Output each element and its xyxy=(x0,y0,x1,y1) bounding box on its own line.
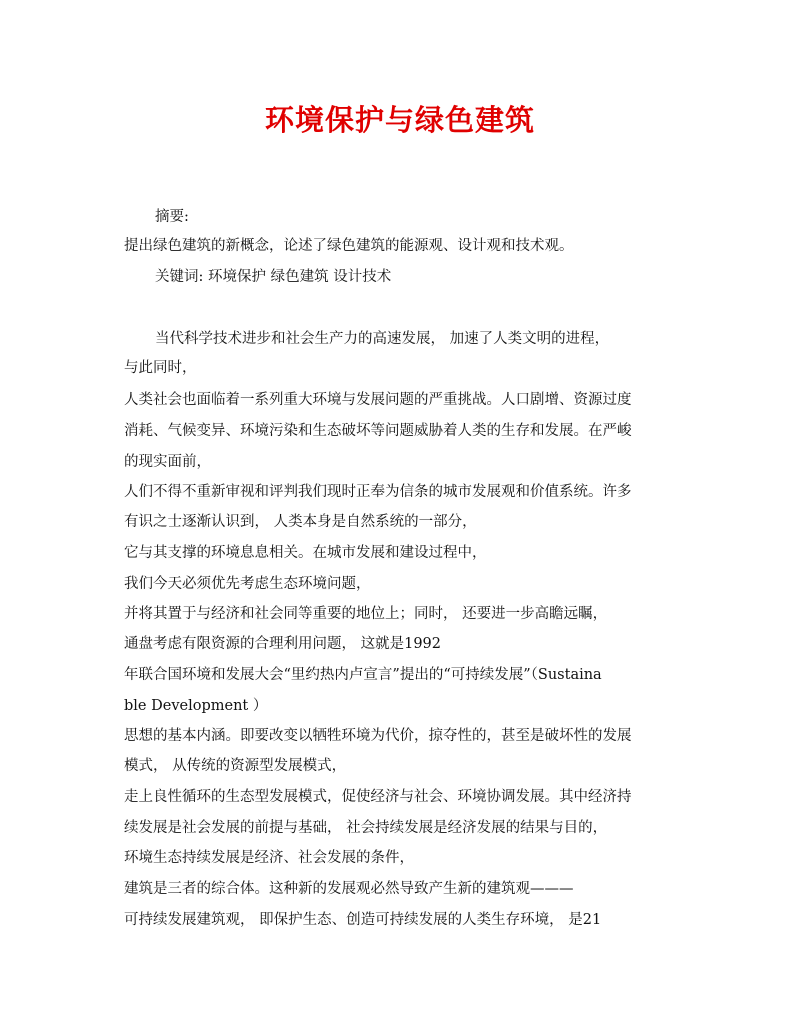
body-line: 有识之士逐渐认识到， 人类本身是自然系统的一部分， xyxy=(124,514,477,530)
body-line: 消耗、气候变异、环境污染和生态破坏等问题威胁着人类的生存和发展。在严峻 xyxy=(124,423,632,439)
abstract-text: 提出绿色建筑的新概念，论述了绿色建筑的能源观、设计观和技术观。 xyxy=(124,238,574,254)
body-line: 环境生态持续发展是经济、社会发展的条件， xyxy=(124,850,414,866)
body-line: 思想的基本内涵。即要改变以牺牲环境为代价，掠夺性的，甚至是破坏性的发展 xyxy=(124,728,632,744)
body-line: 的现实面前， xyxy=(124,454,211,470)
body-line: 与此同时， xyxy=(124,360,197,376)
body-line: 走上良性循环的生态型发展模式，促使经济与社会、环境协调发展。其中经济持 xyxy=(124,789,632,805)
body-line: 可持续发展建筑观， 即保护生态、创造可持续发展的人类生存环境， 是21 xyxy=(124,912,602,928)
body-line: 当代科学技术进步和社会生产力的高速发展， 加速了人类文明的进程， xyxy=(155,331,610,347)
body-line: 年联合国环境和发展大会“里约热内卢宣言”提出的“可持续发展”（Sustaina xyxy=(124,667,602,683)
body-line: 通盘考虑有限资源的合理利用问题， 这就是1992 xyxy=(124,636,442,652)
body-line: 它与其支撑的环境息息相关。在城市发展和建设过程中， xyxy=(124,545,487,561)
body-line: ble Development ） xyxy=(124,698,268,714)
body-line: 并将其置于与经济和社会同等重要的地位上；同时， 还要进一步高瞻远瞩， xyxy=(124,606,608,622)
body-line: 续发展是社会发展的前提与基础， 社会持续发展是经济发展的结果与目的， xyxy=(124,820,608,836)
keywords-line: 关键词: 环境保护 绿色建筑 设计技术 xyxy=(155,269,392,285)
body-line: 建筑是三者的综合体。这种新的发展观必然导致产生新的建筑观——— xyxy=(124,881,574,897)
body-line: 人类社会也面临着一系列重大环境与发展问题的严重挑战。人口剧增、资源过度 xyxy=(124,392,632,408)
document-title: 环境保护与绿色建筑 xyxy=(264,103,535,137)
abstract-label: 摘要: xyxy=(155,209,189,225)
body-line: 人们不得不重新审视和评判我们现时正奉为信条的城市发展观和价值系统。许多 xyxy=(124,484,632,500)
body-line: 我们今天必须优先考虑生态环境问题， xyxy=(124,576,371,592)
body-line: 模式， 从传统的资源型发展模式， xyxy=(124,758,347,774)
